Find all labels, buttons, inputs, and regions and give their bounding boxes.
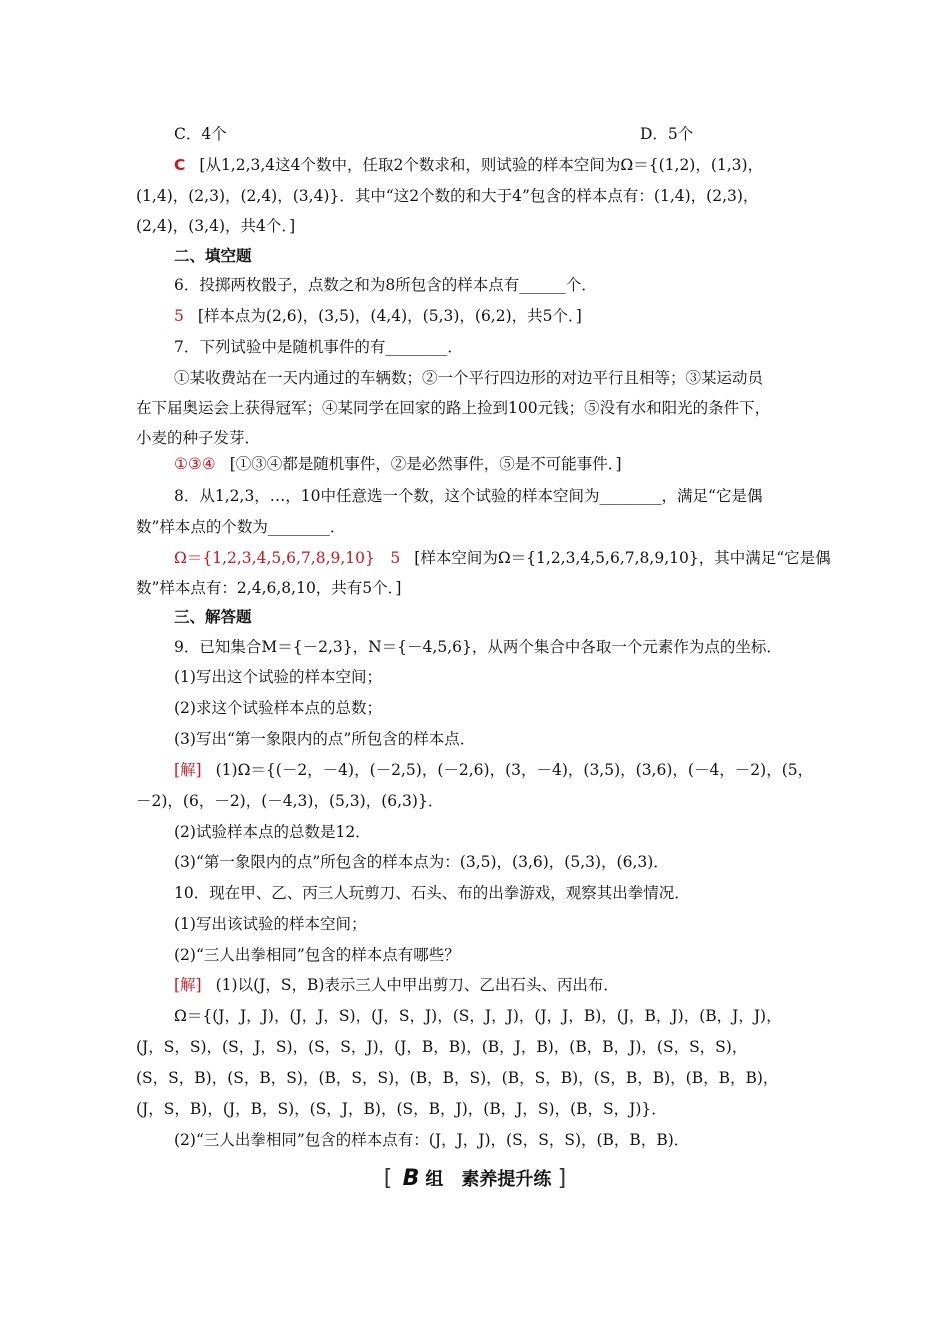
q5-answer-text: [从1,2,3,4这4个数中，任取2个数求和，则试验的样本空间为Ω＝{(1,2)，(1,3)， bbox=[199, 156, 764, 174]
q9-answer-text: (1)Ω＝{(－2，－4)，(－2,5)，(－2,6)，(3，－4)，(3,5)，(3,6)，(－4，－2)，(5， bbox=[215, 761, 814, 779]
q9-answer-line1 bbox=[174, 760, 864, 780]
q9-answer-3: (3)“第一象限内的点”所包含的样本点为：(3,5)，(3,6)，(5,3)，(6,3)． bbox=[174, 853, 669, 871]
q9-sub3: (3)写出“第一象限内的点”所包含的样本点． bbox=[174, 730, 476, 748]
q9-question: 9．已知集合M＝{－2,3}，N＝{－4,5,6}，从两个集合中各取一个元素作为点的坐标． bbox=[174, 638, 782, 656]
q8-answer-line2: 数”样本点有：2,4,6,8,10，共有5个．] bbox=[136, 579, 402, 597]
group-title: 组 素养提升练 bbox=[425, 1169, 552, 1190]
q10-question: 10．现在甲、乙、丙三人玩剪刀、石头、布的出拳游戏，观察其出拳情况． bbox=[174, 884, 690, 902]
q10-sub2: (2)“三人出拳相同”包含的样本点有哪些？ bbox=[174, 946, 460, 964]
q10-sub1: (1)写出该试验的样本空间； bbox=[174, 915, 367, 933]
bracket-left: [ bbox=[383, 1166, 393, 1191]
group-letter: B bbox=[402, 1166, 420, 1191]
q5-answer-label: C bbox=[174, 156, 186, 174]
q7-line2: 在下届奥运会上获得冠军；④某同学在回家的路上捡到100元钱；⑤没有水和阳光的条件下， bbox=[136, 399, 771, 417]
q9-sub2: (2)求这个试验样本点的总数； bbox=[174, 699, 382, 717]
q10-omega-line2: (J，S，S)，(S，J，S)，(S，S，J)，(J，B，B)，(B，J，B)，(B，B，J)，(S，S，S)， bbox=[136, 1038, 748, 1056]
q7-line1: ①某收费站在一天内通过的车辆数；②一个平行四边形的对边平行且相等；③某运动员 bbox=[174, 369, 764, 387]
q8-line2: 数”样本点的个数为________． bbox=[136, 518, 346, 536]
q6-answer bbox=[174, 306, 864, 326]
q10-answer-2: (2)“三人出拳相同”包含的样本点有：(J，J，J)，(S，S，S)，(B，B，B)． bbox=[174, 1131, 690, 1149]
q10-answer-intro bbox=[174, 975, 864, 995]
section-fill-in: 二、填空题 bbox=[174, 247, 252, 265]
q8-answer-label: Ω＝{1,2,3,4,5,6,7,8,9,10} 5 bbox=[174, 549, 401, 567]
q7-answer bbox=[174, 454, 864, 474]
q9-answer-2: (2)试验样本点的总数是12． bbox=[174, 823, 371, 841]
q9-sub1: (1)写出这个试验的样本空间； bbox=[174, 668, 382, 686]
q5-options bbox=[174, 124, 864, 144]
q7-answer-text: [①③④都是随机事件，②是必然事件，⑤是不可能事件．] bbox=[229, 455, 622, 473]
q5-answer-line2: (1,4)，(2,3)，(2,4)，(3,4)}．其中“这2个数的和大于4”包含的样本点有：(1,4)，(2,3)， bbox=[136, 187, 759, 205]
q9-answer-line2: －2)，(6，－2)，(－4,3)，(5,3)，(6,3)}． bbox=[136, 792, 444, 810]
q10-answer-label: [解] bbox=[174, 976, 202, 994]
bracket-right: ] bbox=[557, 1166, 567, 1191]
q6-answer-label: 5 bbox=[174, 307, 184, 325]
option-c: C．4个 bbox=[174, 125, 227, 143]
q10-omega-line4: (J，S，B)，(J，B，S)，(S，J，B)，(S，B，J)，(B，J，S)，(B，S，J)}． bbox=[136, 1100, 667, 1118]
q7-line3: 小麦的种子发芽． bbox=[136, 429, 261, 447]
q10-omega-line3: (S，S，B)，(S，B，S)，(B，S，S)，(B，B，S)，(B，S，B)，(S，B，B)，(B，B，B)， bbox=[136, 1069, 779, 1087]
q8-line1: 8．从1,2,3，…，10中任意选一个数，这个试验的样本空间为________，满足“它是偶 bbox=[174, 487, 763, 505]
q10-answer-text: (1)以(J，S，B)表示三人中甲出剪刀、乙出石头、丙出布． bbox=[215, 976, 619, 994]
q6-answer-text: [样本点为(2,6)，(3,5)，(4,4)，(5,3)，(6,2)，共5个．] bbox=[197, 307, 582, 325]
q7-answer-label: ①③④ bbox=[174, 455, 216, 473]
q10-omega-line1: Ω＝{(J，J，J)，(J，J，S)，(J，S，J)，(S，J，J)，(J，J，B)，(J，B，J)，(B，J，J)， bbox=[174, 1007, 782, 1025]
q8-answer-text: [样本空间为Ω＝{1,2,3,4,5,6,7,8,9,10}，其中满足“它是偶 bbox=[414, 549, 831, 567]
q7-question: 7．下列试验中是随机事件的有________． bbox=[174, 338, 463, 356]
option-d: D．5个 bbox=[640, 125, 694, 143]
q5-answer-line1 bbox=[174, 155, 864, 175]
q5-answer-line3: (2,4)，(3,4)，共4个．] bbox=[136, 217, 296, 235]
section-solutions: 三、解答题 bbox=[174, 608, 252, 626]
q9-answer-label: [解] bbox=[174, 761, 202, 779]
q8-answer-line1 bbox=[174, 548, 864, 568]
section-footer-banner bbox=[0, 1165, 950, 1191]
q6-question: 6．投掷两枚骰子，点数之和为8所包含的样本点有______个． bbox=[174, 276, 597, 294]
